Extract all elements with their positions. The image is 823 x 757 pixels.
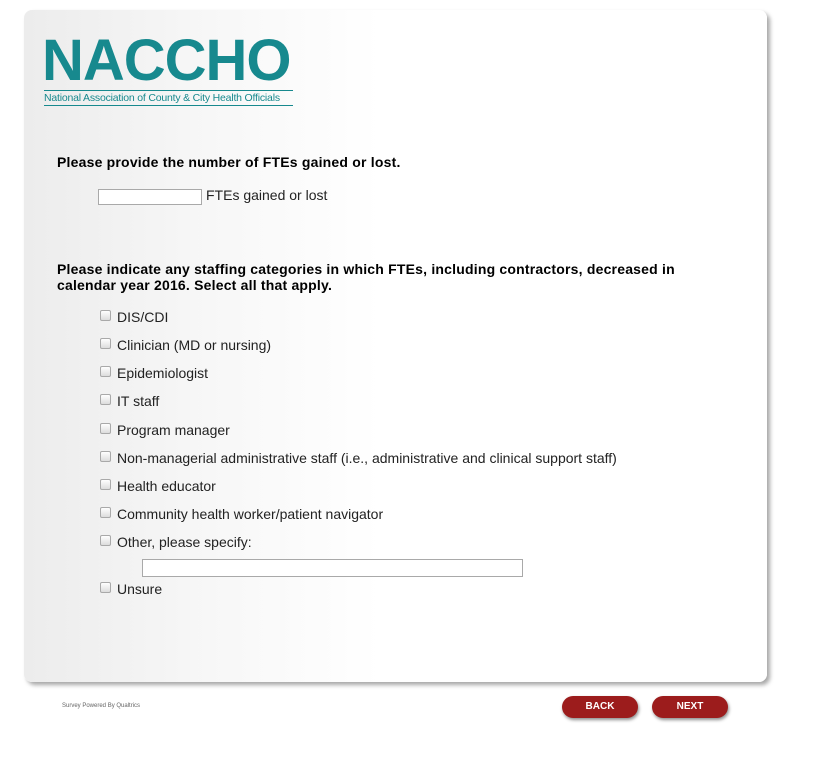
logo-tagline: National Association of County & City Health Officials: [44, 90, 293, 106]
next-button[interactable]: NEXT: [652, 696, 728, 718]
checkbox[interactable]: [100, 535, 111, 546]
checkbox[interactable]: [100, 423, 111, 434]
option-label: DIS/CDI: [117, 309, 169, 325]
checkbox[interactable]: [100, 310, 111, 321]
checkbox[interactable]: [100, 479, 111, 490]
checkbox[interactable]: [100, 394, 111, 405]
option-label: Other, please specify:: [117, 534, 252, 550]
option-label: Program manager: [117, 422, 230, 438]
checkbox[interactable]: [100, 507, 111, 518]
back-button[interactable]: BACK: [562, 696, 638, 718]
other-specify-input[interactable]: [142, 559, 523, 577]
option-label: Health educator: [117, 478, 216, 494]
naccho-logo: [42, 28, 297, 106]
option-label: Non-managerial administrative staff (i.e., administrative and clinical support staff): [117, 450, 617, 466]
powered-by-footer[interactable]: Survey Powered By Qualtrics: [62, 703, 141, 709]
question-staffing-text: Please indicate any staffing categories in which FTEs, including contractors, decreased in calendar year 2016. Select all that apply.: [57, 261, 675, 293]
fte-gained-lost-input[interactable]: [98, 189, 202, 205]
option-label: Community health worker/patient navigator: [117, 506, 384, 522]
checkbox[interactable]: [100, 451, 111, 462]
question-fte-text: Please provide the number of FTEs gained or lost.: [57, 154, 401, 170]
option-label: Unsure: [117, 581, 163, 597]
checkbox[interactable]: [100, 582, 111, 593]
checkbox[interactable]: [100, 366, 111, 377]
fte-input-label: FTEs gained or lost: [206, 187, 328, 203]
option-label: IT staff: [117, 393, 160, 409]
checkbox[interactable]: [100, 338, 111, 349]
logo-wordmark: NACCHO: [42, 28, 291, 93]
option-label: Clinician (MD or nursing): [117, 337, 272, 353]
survey-card: [24, 10, 767, 682]
option-label: Epidemiologist: [117, 365, 209, 381]
